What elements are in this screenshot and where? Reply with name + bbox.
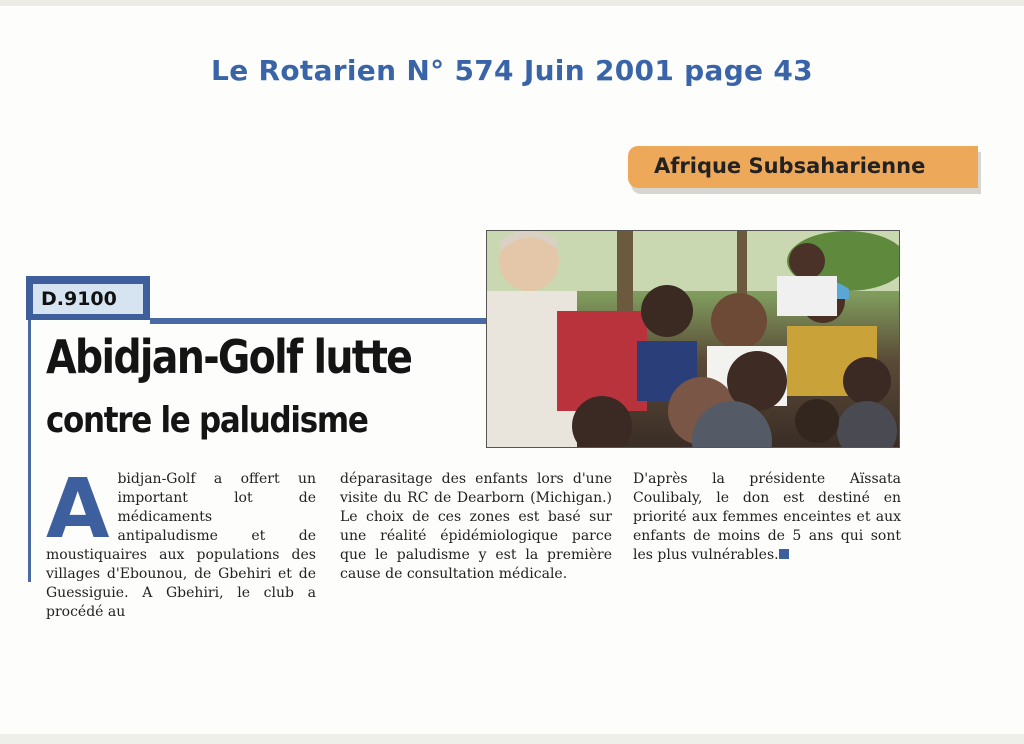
- article-photo: [486, 230, 900, 448]
- column-1-text: bidjan-Golf a offert un important lot de médicaments antipaludisme et de moustiquaires aux populations des villages d'Ebounou, de Gbehiri et de Guessiguie. A Gbehiri, le club a procédé au: [46, 471, 316, 620]
- section-label: Afrique Subsaharienne: [654, 154, 926, 178]
- column-2-text: déparasitage des enfants lors d'une visite du RC de Dearborn (Michigan.) Le choix de ces zones est basé sur une réalité épidémiologique parce que le paludisme y est la première cause de consultation médicale.: [340, 471, 612, 582]
- article-column-1: [46, 462, 316, 622]
- left-rule: [28, 320, 31, 582]
- photo-illustration: [487, 231, 899, 447]
- district-label: D.9100: [33, 284, 143, 314]
- column-3-text: D'après la présidente Aïssata Coulibaly, le don est destiné en priorité aux femmes enceintes et aux enfants de moins de 5 ans qui sont les plus vulnérables.: [633, 471, 901, 563]
- masthead-title: Le Rotarien N° 574 Juin 2001 page 43: [211, 54, 813, 87]
- article-subhead: contre le paludisme: [46, 400, 368, 441]
- article-headline: Abidjan-Golf lutte: [46, 330, 412, 384]
- header-rule: [150, 318, 486, 324]
- article-column-3: [633, 470, 901, 565]
- end-mark-icon: [779, 549, 789, 559]
- section-banner: [628, 146, 978, 188]
- article-column-2: [340, 470, 612, 584]
- drop-cap: A: [46, 462, 110, 557]
- district-tab: [26, 276, 150, 320]
